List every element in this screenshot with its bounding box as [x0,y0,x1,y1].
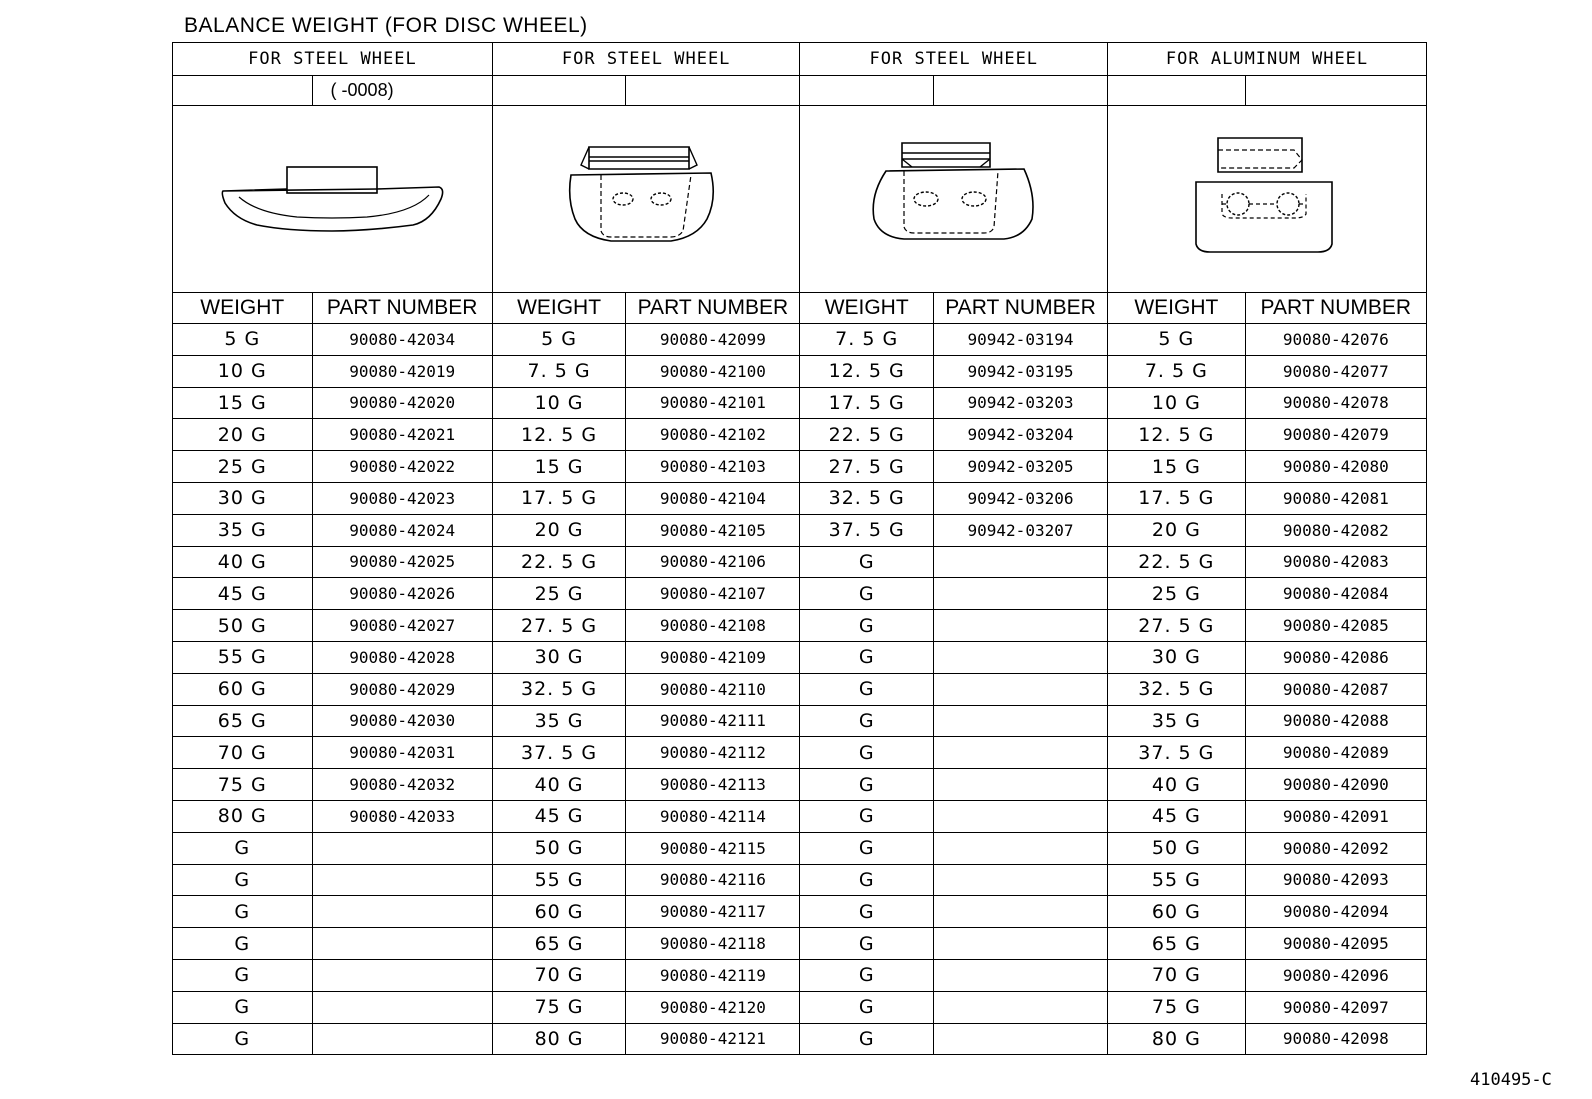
subheader-cell [173,76,313,106]
table-row [173,387,1427,419]
part-number-cell [312,832,492,864]
part-number-cell: 90080-42021 [312,419,492,451]
weight-cell: G [800,928,933,960]
weight-cell: 30 G [173,482,313,514]
weight-cell: 65 G [492,928,625,960]
weight-cell: 27. 5 G [800,451,933,483]
part-number-cell: 90080-42098 [1245,1023,1426,1055]
part-number-cell: 90080-42120 [626,991,800,1023]
weight-cell: G [173,959,313,991]
column-header-part-number: PART NUMBER [312,293,492,324]
weight-cell: 75 G [492,991,625,1023]
weight-cell: 25 G [492,578,625,610]
part-number-cell [312,896,492,928]
part-number-cell: 90080-42030 [312,705,492,737]
weight-cell: 27. 5 G [1108,610,1246,642]
table-row [173,769,1427,801]
document-title: BALANCE WEIGHT (FOR DISC WHEEL) [184,14,588,37]
part-number-cell: 90080-42031 [312,737,492,769]
weight-cell: 22. 5 G [800,419,933,451]
weight-cell: 55 G [173,641,313,673]
weight-cell: 45 G [492,800,625,832]
column-header-weight: WEIGHT [492,293,625,324]
weight-cell: G [800,769,933,801]
part-number-cell: 90942-03203 [933,387,1107,419]
weight-cell: G [800,864,933,896]
weight-cell: 40 G [1108,769,1246,801]
part-number-cell: 90080-42107 [626,578,800,610]
part-number-cell: 90080-42078 [1245,387,1426,419]
part-number-cell [933,1023,1107,1055]
part-number-cell: 90080-42117 [626,896,800,928]
weight-cell: 32. 5 G [492,673,625,705]
weight-cell: 35 G [1108,705,1246,737]
weight-cell: 20 G [492,514,625,546]
part-number-cell: 90942-03206 [933,482,1107,514]
table-row [173,610,1427,642]
weight-cell: 10 G [492,387,625,419]
subheader-cell [626,76,800,106]
part-number-cell: 90080-42119 [626,959,800,991]
table-row [173,1023,1427,1055]
weight-cell: 50 G [492,832,625,864]
diagram-reference-id: 410495-C [1470,1070,1552,1090]
table-row [173,959,1427,991]
part-number-cell [933,800,1107,832]
table-row [173,673,1427,705]
weight-cell: G [800,991,933,1023]
weight-cell: 70 G [1108,959,1246,991]
part-number-cell: 90080-42114 [626,800,800,832]
part-number-cell: 90080-42088 [1245,705,1426,737]
illustration-cell [800,106,1108,293]
weight-cell: 55 G [492,864,625,896]
weight-cell: 70 G [173,737,313,769]
part-number-cell: 90080-42106 [626,546,800,578]
weight-cell: 60 G [173,673,313,705]
aluminum-clip-weight-icon [1182,134,1352,264]
part-number-cell: 90080-42020 [312,387,492,419]
part-number-cell [312,928,492,960]
weight-cell: 5 G [492,324,625,356]
part-number-cell [933,928,1107,960]
weight-cell: 7. 5 G [492,355,625,387]
weight-cell: 20 G [173,419,313,451]
weight-cell: 35 G [173,514,313,546]
part-number-cell: 90080-42111 [626,705,800,737]
weight-cell: 5 G [173,324,313,356]
column-header-part-number: PART NUMBER [933,293,1107,324]
weight-cell: 35 G [492,705,625,737]
column-header-part-number: PART NUMBER [626,293,800,324]
part-number-cell: 90080-42028 [312,641,492,673]
weight-cell: 80 G [1108,1023,1246,1055]
part-number-cell: 90080-42076 [1245,324,1426,356]
clip-on-balance-weight-icon [217,159,447,239]
table-row [173,482,1427,514]
part-number-cell: 90080-42032 [312,769,492,801]
part-number-cell: 90080-42118 [626,928,800,960]
weight-cell: G [800,610,933,642]
part-number-cell: 90080-42091 [1245,800,1426,832]
weight-cell: 37. 5 G [1108,737,1246,769]
part-number-cell: 90080-42025 [312,546,492,578]
weight-cell: 60 G [492,896,625,928]
weight-cell: 70 G [492,959,625,991]
table-row [173,451,1427,483]
weight-cell: G [173,864,313,896]
part-number-cell [933,705,1107,737]
clip-weight-front-icon [561,139,731,259]
part-number-cell [933,673,1107,705]
illustration-cell [1108,106,1427,293]
weight-cell: 27. 5 G [492,610,625,642]
table-row [173,864,1427,896]
part-number-cell: 90080-42108 [626,610,800,642]
part-number-cell: 90080-42027 [312,610,492,642]
part-number-cell: 90080-42094 [1245,896,1426,928]
table-row [173,578,1427,610]
part-number-cell [312,959,492,991]
part-number-cell: 90080-42089 [1245,737,1426,769]
weight-cell: 45 G [173,578,313,610]
weight-cell: G [800,800,933,832]
part-number-cell: 90080-42121 [626,1023,800,1055]
section-header-steel-3: FOR STEEL WHEEL [800,43,1108,76]
weight-cell: G [800,546,933,578]
weight-cell: 17. 5 G [1108,482,1246,514]
weight-cell: 17. 5 G [492,482,625,514]
table-row [173,419,1427,451]
part-number-cell: 90942-03207 [933,514,1107,546]
part-number-cell [933,864,1107,896]
part-number-cell [933,959,1107,991]
part-number-cell: 90080-42022 [312,451,492,483]
part-number-cell: 90080-42086 [1245,641,1426,673]
part-number-cell: 90080-42100 [626,355,800,387]
table-row [173,800,1427,832]
part-number-cell: 90080-42092 [1245,832,1426,864]
weight-cell: 25 G [1108,578,1246,610]
part-number-cell [933,896,1107,928]
part-number-cell: 90080-42103 [626,451,800,483]
weight-cell: 50 G [1108,832,1246,864]
weight-cell: 75 G [1108,991,1246,1023]
part-number-cell: 90080-42097 [1245,991,1426,1023]
part-number-cell: 90080-42095 [1245,928,1426,960]
section-header-steel-1: FOR STEEL WHEEL [173,43,493,76]
weight-cell: 12. 5 G [492,419,625,451]
part-number-cell: 90080-42077 [1245,355,1426,387]
weight-cell: 40 G [492,769,625,801]
table-row [173,832,1427,864]
part-number-cell: 90080-42096 [1245,959,1426,991]
part-number-cell: 90080-42081 [1245,482,1426,514]
weight-cell: G [800,641,933,673]
part-number-cell: 90942-03194 [933,324,1107,356]
weight-cell: G [800,578,933,610]
weight-cell: 30 G [492,641,625,673]
weight-cell: 65 G [173,705,313,737]
balance-weight-table [172,42,1427,1055]
table-row [173,355,1427,387]
weight-cell: 15 G [1108,451,1246,483]
part-number-cell: 90080-42024 [312,514,492,546]
column-header-weight: WEIGHT [173,293,313,324]
part-number-cell [933,641,1107,673]
part-number-cell: 90080-42026 [312,578,492,610]
weight-cell: 5 G [1108,324,1246,356]
part-number-cell: 90080-42109 [626,641,800,673]
weight-cell: G [800,737,933,769]
table-row [173,641,1427,673]
part-number-cell: 90080-42019 [312,355,492,387]
weight-cell: 10 G [173,355,313,387]
part-number-cell [933,546,1107,578]
weight-cell: 30 G [1108,641,1246,673]
part-number-cell: 90942-03205 [933,451,1107,483]
weight-cell: 32. 5 G [800,482,933,514]
illustration-cell [173,106,493,293]
weight-cell: 40 G [173,546,313,578]
subheader-cell [1108,76,1246,106]
weight-cell: G [173,896,313,928]
table-row [173,928,1427,960]
part-number-cell: 90080-42079 [1245,419,1426,451]
table-row [173,737,1427,769]
section-note: ( -0008) [312,76,492,106]
part-number-cell: 90080-42116 [626,864,800,896]
weight-cell: G [173,1023,313,1055]
weight-cell: G [800,959,933,991]
part-number-cell: 90080-42101 [626,387,800,419]
column-header-weight: WEIGHT [1108,293,1246,324]
part-number-cell: 90942-03195 [933,355,1107,387]
part-number-cell: 90080-42090 [1245,769,1426,801]
part-number-cell: 90080-42102 [626,419,800,451]
part-number-cell [933,737,1107,769]
part-number-cell: 90080-42034 [312,324,492,356]
table-row [173,991,1427,1023]
weight-cell: 80 G [492,1023,625,1055]
weight-cell: 15 G [173,387,313,419]
weight-cell: G [800,832,933,864]
part-number-cell: 90942-03204 [933,419,1107,451]
table-row [173,705,1427,737]
subheader-cell [492,76,625,106]
part-number-cell [312,1023,492,1055]
weight-cell: G [173,832,313,864]
part-number-cell: 90080-42115 [626,832,800,864]
weight-cell: G [173,991,313,1023]
weight-cell: 37. 5 G [800,514,933,546]
part-number-cell: 90080-42099 [626,324,800,356]
weight-cell: G [800,1023,933,1055]
part-number-cell: 90080-42110 [626,673,800,705]
part-number-cell: 90080-42093 [1245,864,1426,896]
part-number-cell: 90080-42023 [312,482,492,514]
weight-cell: 45 G [1108,800,1246,832]
weight-cell: 80 G [173,800,313,832]
part-number-cell: 90080-42083 [1245,546,1426,578]
subheader-cell [1245,76,1426,106]
table-row [173,514,1427,546]
part-number-cell [933,769,1107,801]
weight-cell: 17. 5 G [800,387,933,419]
part-number-cell [312,991,492,1023]
section-header-aluminum: FOR ALUMINUM WHEEL [1108,43,1427,76]
part-number-cell: 90080-42113 [626,769,800,801]
weight-cell: G [800,896,933,928]
column-header-part-number: PART NUMBER [1245,293,1426,324]
table-row [173,896,1427,928]
part-number-cell [312,864,492,896]
part-number-cell: 90080-42082 [1245,514,1426,546]
weight-cell: 15 G [492,451,625,483]
part-number-cell: 90080-42112 [626,737,800,769]
part-number-cell: 90080-42087 [1245,673,1426,705]
column-header-weight: WEIGHT [800,293,933,324]
weight-cell: 7. 5 G [1108,355,1246,387]
weight-cell: G [800,705,933,737]
weight-cell: 12. 5 G [1108,419,1246,451]
weight-cell: 10 G [1108,387,1246,419]
subheader-cell [933,76,1107,106]
part-number-cell [933,991,1107,1023]
illustration-cell [492,106,800,293]
weight-cell: 12. 5 G [800,355,933,387]
weight-cell: 75 G [173,769,313,801]
weight-cell: 20 G [1108,514,1246,546]
weight-cell: 37. 5 G [492,737,625,769]
section-header-steel-2: FOR STEEL WHEEL [492,43,800,76]
part-number-cell: 90080-42029 [312,673,492,705]
weight-cell: G [800,673,933,705]
part-number-cell [933,610,1107,642]
part-number-cell: 90080-42080 [1245,451,1426,483]
part-number-cell: 90080-42033 [312,800,492,832]
weight-cell: 50 G [173,610,313,642]
weight-cell: 25 G [173,451,313,483]
weight-cell: 22. 5 G [492,546,625,578]
weight-cell: G [173,928,313,960]
table-row [173,546,1427,578]
part-number-cell: 90080-42105 [626,514,800,546]
weight-cell: 55 G [1108,864,1246,896]
part-number-cell: 90080-42084 [1245,578,1426,610]
weight-cell: 7. 5 G [800,324,933,356]
part-number-cell [933,578,1107,610]
clip-weight-wide-icon [864,139,1044,259]
part-number-cell [933,832,1107,864]
table-row [173,324,1427,356]
weight-cell: 22. 5 G [1108,546,1246,578]
weight-cell: 60 G [1108,896,1246,928]
part-number-cell: 90080-42085 [1245,610,1426,642]
weight-cell: 32. 5 G [1108,673,1246,705]
part-number-cell: 90080-42104 [626,482,800,514]
subheader-cell [800,76,933,106]
weight-cell: 65 G [1108,928,1246,960]
